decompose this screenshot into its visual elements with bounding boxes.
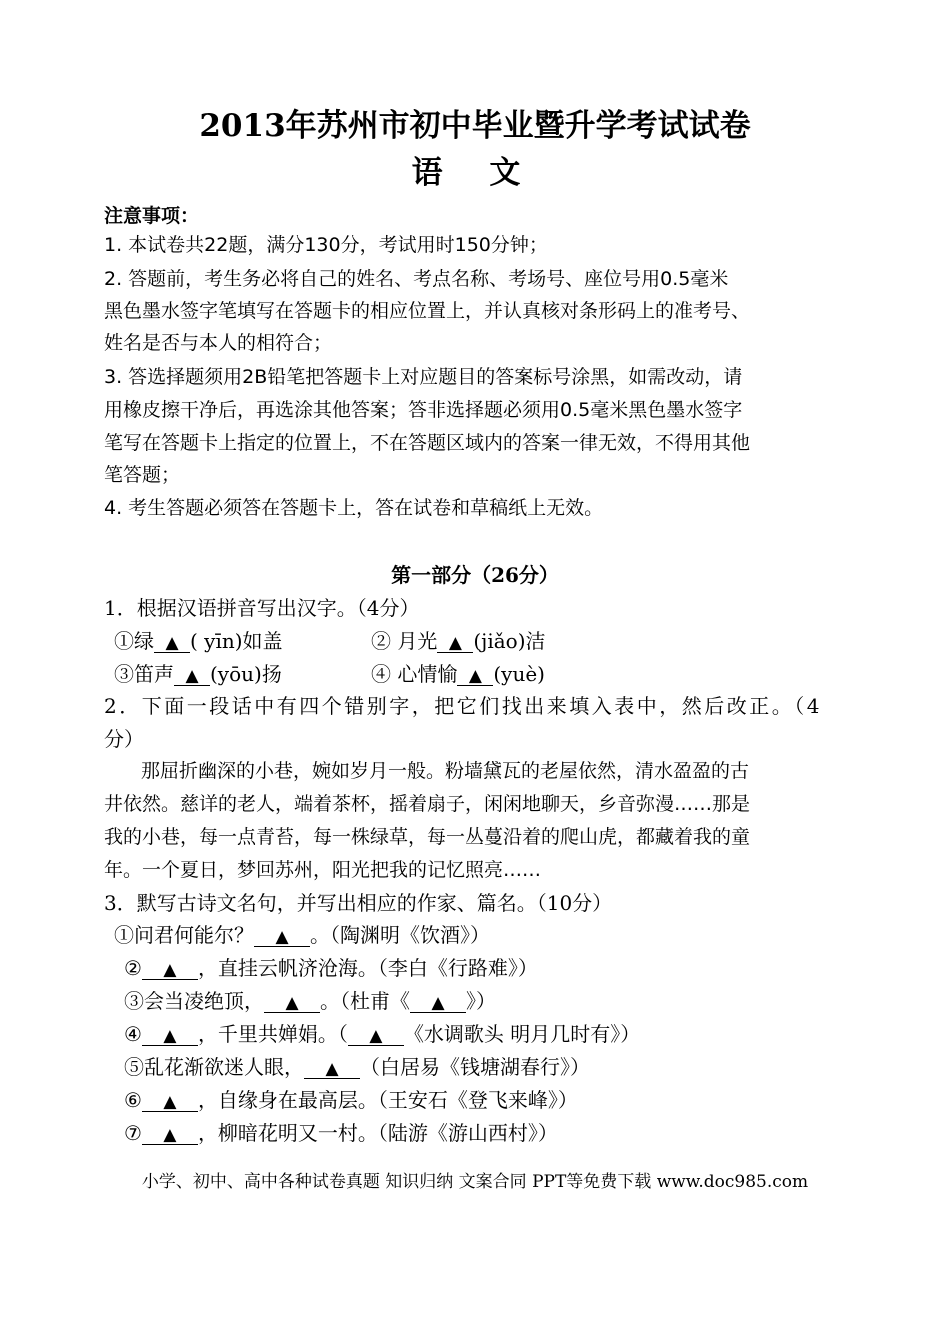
notice-line: 用橡皮擦干净后，再选涂其他答案；答非选择题必须用0.5毫米黑色墨水签字 xyxy=(104,399,743,421)
q2-passage-line: 我的小巷，每一点青苔，每一株绿草，每一丛蔓沿着的爬山虎，都藏着我的童 xyxy=(104,826,751,848)
notice-line: 2. 答题前，考生务必将自己的姓名、考点名称、考场号、座位号用0.5毫米 xyxy=(104,268,729,290)
answer-blank: ▲ xyxy=(142,1123,198,1145)
q3-line: ⑦ ▲ ，柳暗花明又一村。（陆游《游山西村》） xyxy=(124,1121,558,1145)
answer-blank: ▲ xyxy=(142,1024,198,1046)
q3-line: ④ ▲ ，千里共婵娟。（ ▲ 《水调歌头 明月几时有》） xyxy=(124,1022,641,1046)
answer-blank: ▲ xyxy=(457,664,493,686)
part1-heading: 第一部分（26分） xyxy=(391,563,559,587)
answer-blank: ▲ xyxy=(348,1024,404,1046)
answer-blank: ▲ xyxy=(174,664,210,686)
notice-line: 4. 考生答题必须答在答题卡上，答在试卷和草稿纸上无效。 xyxy=(104,497,604,519)
notice-line: 黑色墨水签字笔填写在答题卡的相应位置上，并认真核对条形码上的准考号、 xyxy=(104,300,751,322)
answer-blank: ▲ xyxy=(142,1090,198,1112)
q2-stem: 2．下面一段话中有四个错别字，把它们找出来填入表中，然后改正。（4 xyxy=(104,694,822,718)
q1-item: ①绿 ▲ ( yīn)如盖 xyxy=(114,629,283,653)
q3-line: ⑤乱花渐欲迷人眼， ▲ （白居易《钱塘湖春行》） xyxy=(124,1055,590,1079)
q3-line: ③会当凌绝顶， ▲ 。（杜甫《 ▲ 》） xyxy=(124,989,496,1013)
q3-line: ①问君何能尔？ ▲ 。（陶渊明《饮酒》） xyxy=(114,923,490,947)
q3-line: ② ▲ ，直挂云帆济沧海。（李白《行路难》） xyxy=(124,956,538,980)
notice-line: 笔写在答题卡上指定的位置上，不在答题区域内的答案一律无效，不得用其他 xyxy=(104,432,751,454)
answer-blank: ▲ xyxy=(304,1057,360,1079)
answer-blank: ▲ xyxy=(154,631,190,653)
q2-passage-line: 年。一个夏日，梦回苏州，阳光把我的记忆照亮…… xyxy=(104,859,542,881)
notice-line: 3. 答选择题须用2B铅笔把答题卡上对应题目的答案标号涂黑，如需改动，请 xyxy=(104,366,743,388)
answer-blank: ▲ xyxy=(264,991,320,1013)
answer-blank: ▲ xyxy=(410,991,466,1013)
q2-passage-line: 那屈折幽深的小巷，婉如岁月一般。粉墙黛瓦的老屋依然，清水盈盈的古 xyxy=(141,760,750,782)
answer-blank: ▲ xyxy=(437,631,473,653)
notice-heading: 注意事项： xyxy=(104,205,200,227)
q3-line: ⑥ ▲ ，自缘身在最高层。（王安石《登飞来峰》） xyxy=(124,1088,578,1112)
q1-item: ③笛声 ▲ (yōu)扬 xyxy=(114,662,282,686)
q1-item: ④ 心情愉 ▲ (yuè) xyxy=(371,662,545,686)
q2-stem-cont: 分） xyxy=(104,727,144,751)
notice-line: 1. 本试卷共22题，满分130分，考试用时150分钟； xyxy=(104,234,548,256)
notice-line: 姓名是否与本人的相符合； xyxy=(104,332,333,354)
q1-item: ② 月光 ▲ (jiǎo)洁 xyxy=(371,629,546,653)
notice-line: 笔答题； xyxy=(104,464,181,486)
answer-blank: ▲ xyxy=(142,958,198,980)
q1-stem: 1．根据汉语拼音写出汉字。（4分） xyxy=(104,596,420,620)
q2-passage-line: 井依然。慈详的老人，端着茶杯，摇着扇子，闲闲地聊天，乡音弥漫……那是 xyxy=(104,793,751,815)
page-footer: 小学、初中、高中各种试卷真题 知识归纳 文案合同 PPT等免费下载 www.doc985.com xyxy=(141,1172,809,1192)
exam-title: 2013年苏州市初中毕业暨升学考试试卷 xyxy=(199,108,751,144)
answer-blank: ▲ xyxy=(254,925,310,947)
q3-stem: 3．默写古诗文名句，并写出相应的作家、篇名。（10分） xyxy=(104,891,613,915)
subject-title: 语 文 xyxy=(411,155,539,191)
